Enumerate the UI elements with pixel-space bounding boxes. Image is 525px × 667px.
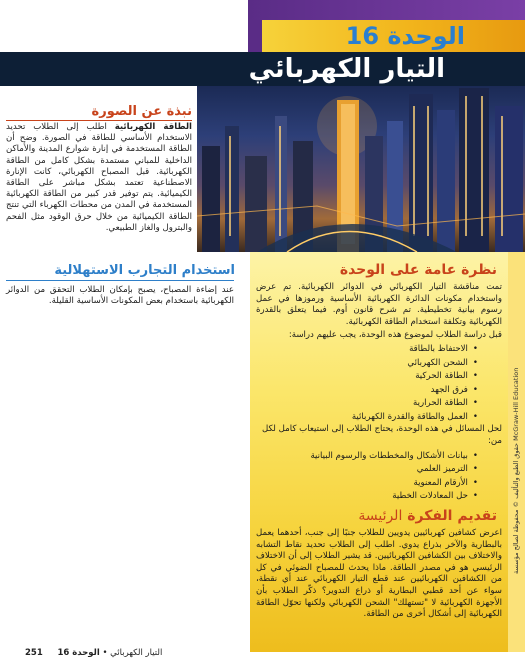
overview-heading: نظرة عامة على الوحدة (339, 262, 497, 278)
list-item: • الترميز العلمي (256, 463, 478, 476)
list-item: • حل المعادلات الخطية (256, 490, 478, 503)
footer-unit: الوحدة 16 (57, 648, 100, 658)
page-number: 251 (25, 648, 43, 658)
list-item: • فرق الجهد (256, 384, 478, 398)
big-idea-text: اعرض كشافين كهربائيين يدويين للطلاب جنبًا إلى جنب، أحدهما يعمل بالبطارية والآخر بذراع يدوي. اطلب إلى الطلاب تحديد نقاط التشابه والاختلاف بين الكشافين الكهربائيين. قد يشير الطلاب إلى أن الاختلاف الرئيسي هو في مصدر الطاقة. ماذا يحدث للمصباح الضوئي في كل من الكشافين الكهربائيين عند قطع التيار الكهربائي عند أي نقطة، سواء عن أحد قطبي البطارية أو ذراع التدوير؟ ذكّر الطلاب بأن الأجهزة الكهربائية لا "تستهلك" الشحن الكهربائي ولكنها تحوّل الطاقة الكهربائية إلى أشكال أخرى من الطاقة. (256, 528, 502, 620)
page-footer (25, 648, 162, 658)
list-item: • الطاقة الحرارية (256, 397, 478, 411)
about-photo-divider (6, 120, 192, 121)
city-night-photo (197, 86, 525, 252)
about-photo-body: اطلب إلى الطلاب تحديد الاستخدام الأساسي للطاقة في الصورة. وضح أن الطاقة المستخدمة في إنارة شوارع المدينة والأماكن الداخلية للمباني مستمدة بشكل كامل من الطاقة الكهربائية. قبل المصباح الكهربائي، كانت الإنارة الاصطناعية تعتمد بشكل مباشر على الطاقة الكيميائية. يتم توفير قدر كبير من الطاقة الكهربائية المستخدمة في المدن من محطات الكهرباء التي تنتج الطاقة الكيميائية من خلال حرق الوقود مثل الفحم والبترول والغاز الطبيعي. (6, 122, 192, 233)
footer-separator: • (102, 648, 108, 658)
list-item: • الطاقة الحركية (256, 370, 478, 384)
chapter-title: التيار الكهربائي (248, 54, 445, 84)
about-photo-text (6, 122, 192, 234)
overview-before-text: قبل دراسة الطلاب لموضوع هذه الوحدة، يجب عليهم دراسة: (288, 330, 502, 340)
list-item: • العمل والطاقة والقدرة الكهربائية (256, 411, 478, 425)
launch-lab-text: عند إضاءة المصباح، يصبح بإمكان الطلاب التحقق من الدوائر الكهربائية باستخدام بعض المكونات الأساسية القليلة. (6, 285, 234, 307)
launch-lab-heading: استخدام التجارب الاستهلالية (54, 263, 235, 278)
list-item: • الشحن الكهربائي (256, 357, 478, 371)
header-purple-bar (248, 0, 525, 20)
list-item: • بيانات الأشكال والمخططات والرسوم البيانية (256, 450, 478, 463)
solve-problems-text: لحل المسائل في هذه الوحدة، يحتاج الطلاب إلى استيعاب كامل لكل من: (262, 424, 502, 446)
big-idea-heading: تقديم الفكرة الرئيسة (358, 508, 497, 524)
prerequisite-topics-list (256, 343, 490, 425)
launch-lab-divider (6, 280, 234, 281)
city-skyline-illustration (197, 86, 525, 252)
math-skills-list (256, 450, 490, 504)
about-photo-lead: الطاقة الكهربائية (114, 122, 192, 132)
footer-title: التيار الكهربائي (110, 648, 163, 658)
copyright-notice: حقوق الطبع والتأليف © محفوظة لصالح مؤسسة McGraw-Hill Education (512, 367, 520, 574)
list-item: • الأرقام المعنوية (256, 477, 478, 490)
about-photo-heading: نبذة عن الصورة (91, 104, 192, 119)
overview-text: تمت مناقشة التيار الكهربائي في الدوائر الكهربائية. تم عرض واستخدام مكونات الدائرة الكهربائية الأساسية ورموزها في عمل رسوم بيانية تخطيطية. تم شرح قانون أوم. فيما يتعلق بالقدرة الكهربائية وتكلفة استخدام الطاقة الكهربائية. (256, 282, 502, 327)
unit-label: الوحدة 16 (345, 22, 465, 50)
list-item: • الاحتفاظ بالطاقة (256, 343, 478, 357)
